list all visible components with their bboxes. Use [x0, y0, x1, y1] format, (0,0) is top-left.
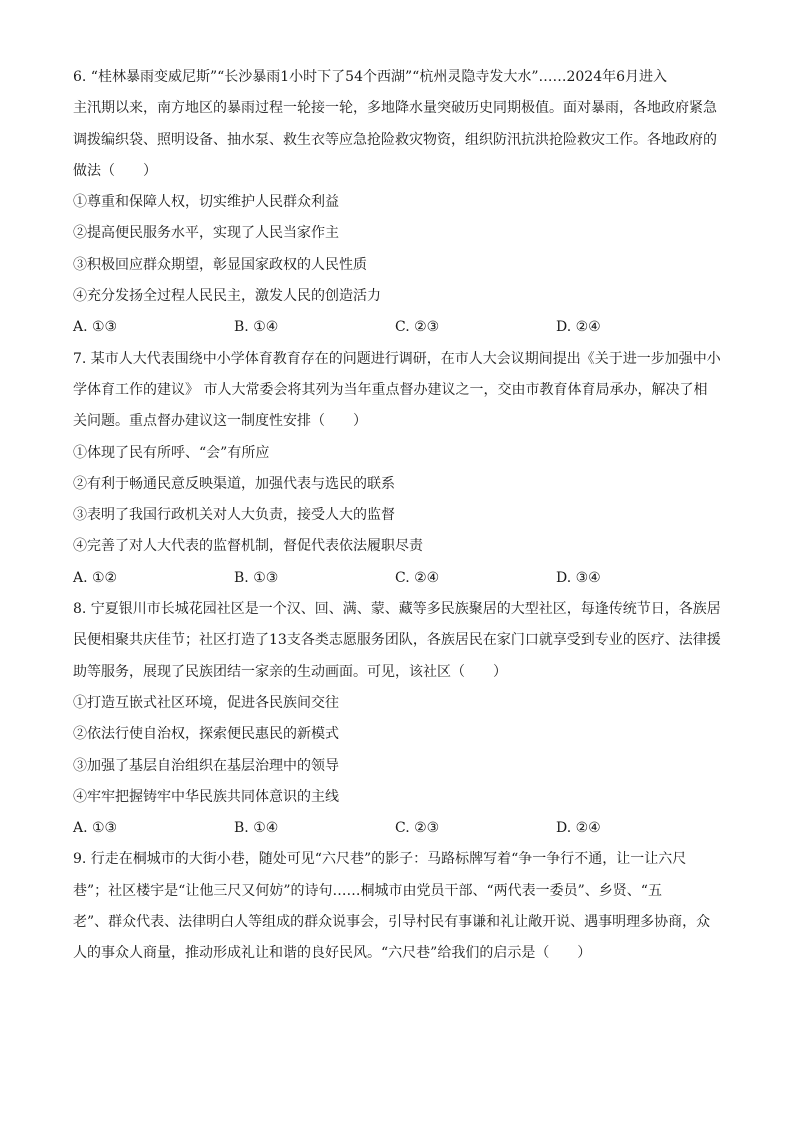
exam-page — [73, 62, 723, 970]
statement: ②有利于畅通民意反映渠道，加强代表与选民的联系 — [73, 475, 395, 492]
option-d: D. ②④ — [556, 820, 601, 837]
option-c: C. ②③ — [395, 319, 440, 336]
statement: ③积极回应群众期望，彰显国家政权的人民性质 — [73, 256, 367, 273]
question-8 — [73, 594, 723, 844]
question-stem-line: 6. “桂林暴雨变威尼斯”“长沙暴雨1小时下了54个西湖”“杭州灵隐寺发大水”……2024年6月进入 — [73, 69, 668, 85]
question-stem-line: 民便相聚共庆佳节；社区打造了13支各类志愿服务团队，各族居民在家门口就享受到专业的医疗、法律援 — [73, 632, 721, 649]
question-7 — [73, 344, 723, 594]
statement: ③表明了我国行政机关对人大负责，接受人大的监督 — [73, 507, 395, 524]
statement: ①体现了民有所呼、“会”有所应 — [73, 444, 270, 461]
question-stem-line: 8. 宁夏银川市长城花园社区是一个汉、回、满、蒙、藏等多民族聚居的大型社区，每逢传统节日，各族居 — [73, 601, 721, 618]
statement: ②提高便民服务水平，实现了人民当家作主 — [73, 225, 339, 242]
question-stem-line: 人的事众人商量，推动形成礼让和谐的良好民风。“六尺巷”给我们的启示是（ ） — [73, 945, 592, 962]
statement: ④充分发扬全过程人民民主，激发人民的创造活力 — [73, 288, 381, 305]
answer-options — [73, 563, 723, 594]
option-d: D. ②④ — [556, 319, 601, 336]
question-stem-line: 助等服务，展现了民族团结一家亲的生动画面。可见，该社区（ ） — [73, 663, 507, 680]
statement: ③加强了基层自治组织在基层治理中的领导 — [73, 757, 339, 774]
answer-options — [73, 813, 723, 844]
statement: ①尊重和保障人权，切实维护人民群众利益 — [73, 194, 339, 211]
option-c: C. ②③ — [395, 820, 440, 837]
option-c: C. ②④ — [395, 569, 440, 586]
question-stem-line: 主汛期以来，南方地区的暴雨过程一轮接一轮，多地降水量突破历史同期极值。面对暴雨，各地政府紧急 — [73, 100, 717, 117]
question-stem-line: 做法（ ） — [73, 162, 157, 179]
answer-options — [73, 312, 723, 343]
question-stem-line: 巷”；社区楼宇是“让他三尺又何妨”的诗句……桐城市由党员干部、“两代表一委员”、乡贤、“五 — [73, 882, 662, 899]
question-stem-line: 关问题。重点督办建议这一制度性安排（ ） — [73, 413, 367, 430]
statement: ④牢牢把握铸牢中华民族共同体意识的主线 — [73, 788, 339, 805]
option-a: A. ①② — [73, 569, 118, 586]
statement: ④完善了对人大代表的监督机制，督促代表依法履职尽责 — [73, 538, 423, 555]
option-b: B. ①④ — [234, 319, 279, 336]
question-stem-line: 9. 行走在桐城市的大街小巷，随处可见“六尺巷”的影子：马路标牌写着“争一争行不通，让一让六尺 — [73, 851, 687, 868]
statement: ②依法行使自治权，探索便民惠民的新模式 — [73, 726, 339, 743]
question-6 — [73, 62, 723, 344]
option-b: B. ①③ — [234, 569, 279, 586]
statement: ①打造互嵌式社区环境，促进各民族间交往 — [73, 694, 339, 711]
question-stem-line: 老”、群众代表、法律明白人等组成的群众说事会，引导村民有事谦和礼让敞开说、遇事明理多协商，众 — [73, 914, 711, 931]
option-a: A. ①③ — [73, 820, 118, 837]
option-d: D. ③④ — [556, 569, 601, 586]
option-a: A. ①③ — [73, 319, 118, 336]
question-stem-line: 7. 某市人大代表围绕中小学体育教育存在的问题进行调研，在市人大会议期间提出《关于进一步加强中小 — [73, 350, 721, 367]
question-stem-line: 调拨编织袋、照明设备、抽水泵、救生衣等应急抢险救灾物资，组织防汛抗洪抢险救灾工作。各地政府的 — [73, 131, 717, 148]
question-9 — [73, 844, 723, 969]
option-b: B. ①④ — [234, 820, 279, 837]
question-stem-line: 学体育工作的建议》 市人大常委会将其列为当年重点督办建议之一，交由市教育体育局承办，解决了相 — [73, 381, 708, 398]
